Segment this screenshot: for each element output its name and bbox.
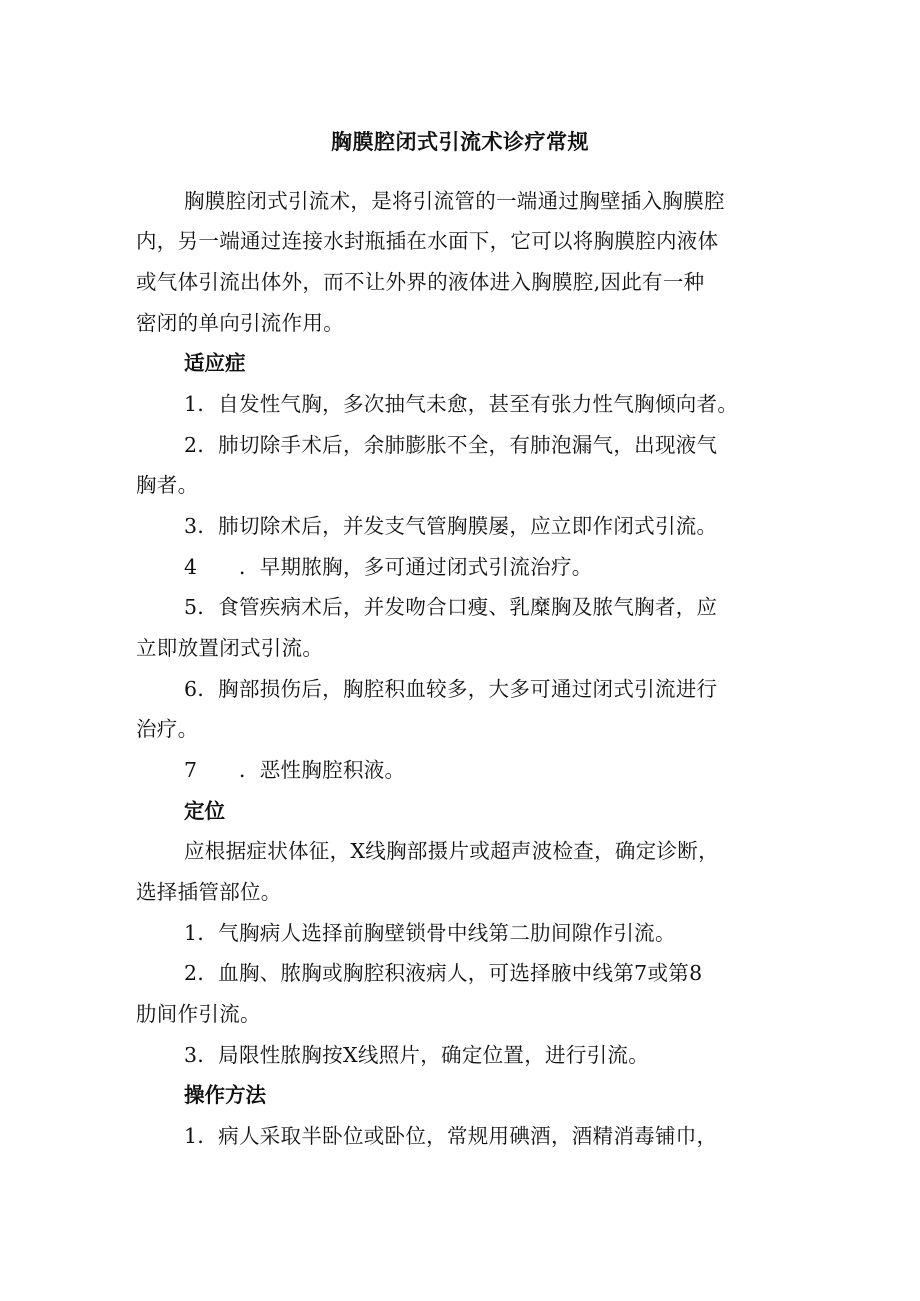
positioning-intro-line-1: 应根据症状体征，X线胸部摄片或超声波检查，确定诊断， bbox=[184, 839, 719, 863]
intro-line-1: 胸膜腔闭式引流术，是将引流管的一端通过胸壁插入胸膜腔 bbox=[184, 189, 725, 213]
positioning-item-3-line-1: 3．局限性脓胸按X线照片，确定位置，进行引流。 bbox=[184, 1043, 650, 1067]
section-heading-positioning: 定位 bbox=[184, 799, 225, 823]
intro-line-4: 密闭的单向引流作用。 bbox=[136, 311, 344, 335]
indication-item-5-line-2: 立即放置闭式引流。 bbox=[136, 636, 324, 660]
positioning-intro-line-2: 选择插管部位。 bbox=[136, 880, 282, 904]
method-item-1-line-1: 1．病人采取半卧位或卧位，常规用碘酒，酒精消毒铺巾， bbox=[184, 1124, 718, 1148]
indication-item-6-line-2: 治疗。 bbox=[136, 717, 199, 741]
positioning-item-1-line-1: 1．气胸病人选择前胸壁锁骨中线第二肋间隙作引流。 bbox=[184, 921, 676, 945]
indication-item-7-line-1: 7 ．恶性胸腔积液。 bbox=[184, 758, 406, 782]
section-heading-method: 操作方法 bbox=[184, 1083, 266, 1107]
indication-item-3-line-1: 3．肺切除术后，并发支气管胸膜屡，应立即作闭式引流。 bbox=[184, 514, 718, 538]
section-heading-indications: 适应症 bbox=[184, 351, 246, 375]
intro-line-3: 或气体引流出体外，而不让外界的液体进入胸膜腔,因此有一种 bbox=[136, 270, 705, 294]
indication-item-4-line-1: 4 ．早期脓胸，多可通过闭式引流治疗。 bbox=[184, 555, 593, 579]
indication-item-2-line-2: 胸者。 bbox=[136, 473, 199, 497]
indication-item-6-line-1: 6．胸部损伤后，胸腔积血较多，大多可通过闭式引流进行 bbox=[184, 677, 718, 701]
indication-item-1-line-1: 1．自发性气胸，多次抽气未愈，甚至有张力性气胸倾向者。 bbox=[184, 392, 739, 416]
document-title: 胸膜腔闭式引流术诊疗常规 bbox=[331, 130, 589, 154]
positioning-item-2-line-2: 肋间作引流。 bbox=[136, 1002, 261, 1026]
intro-line-2: 内，另一端通过连接水封瓶插在水面下，它可以将胸膜腔内液体 bbox=[136, 229, 719, 253]
positioning-item-2-line-1: 2．血胸、脓胸或胸腔积液病人，可选择腋中线第7或第8 bbox=[184, 961, 703, 985]
indication-item-2-line-1: 2．肺切除手术后，余肺膨胀不全，有肺泡漏气，出现液气 bbox=[184, 433, 718, 457]
indication-item-5-line-1: 5．食管疾病术后，并发吻合口瘦、乳糜胸及脓气胸者，应 bbox=[184, 595, 718, 619]
